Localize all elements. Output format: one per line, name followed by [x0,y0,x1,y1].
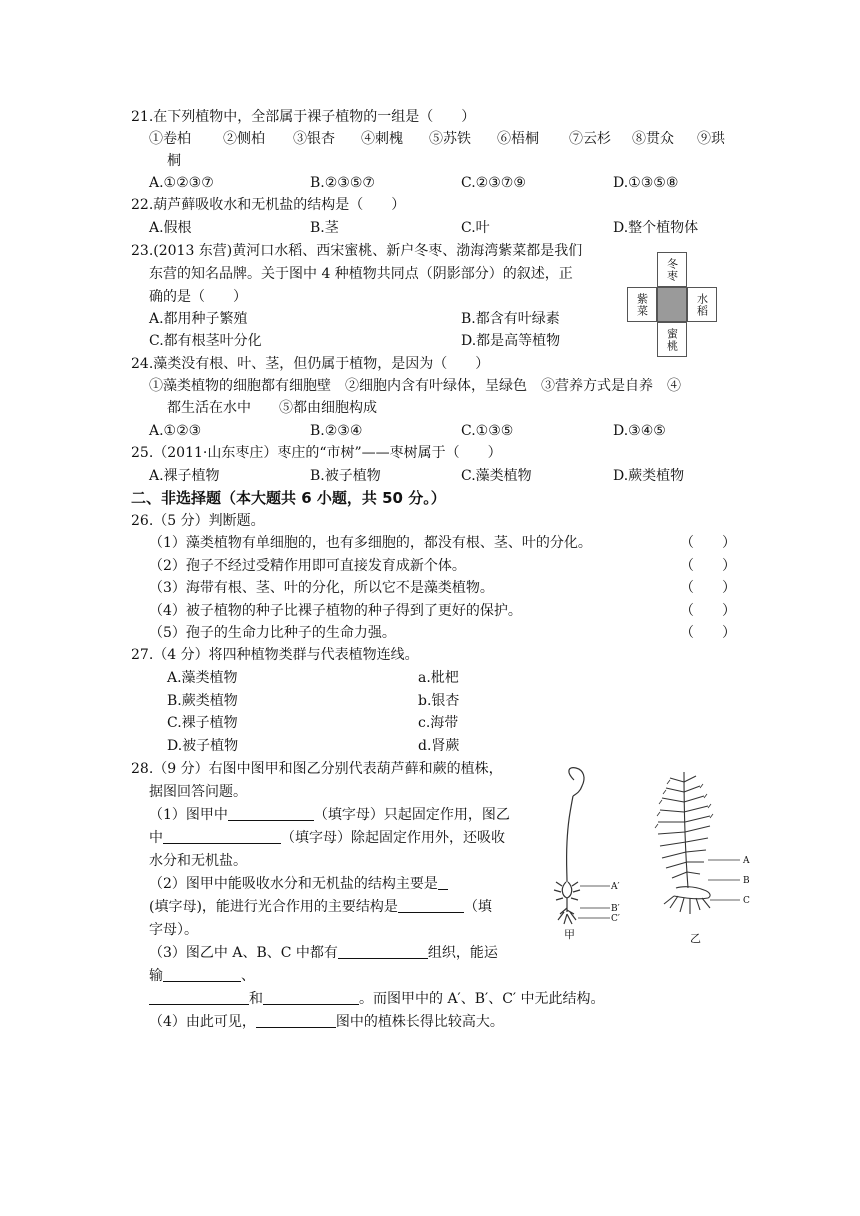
q28-text: （填 [463,899,492,915]
q28-part2-line1 [149,874,448,894]
q22-option-b[interactable]: B.茎 [310,220,339,236]
q23-stem-line: 东营的知名品牌。关于图中 4 种植物共同点（阴影部分）的叙述，正 [149,266,573,282]
q21-item: ⑦云杉 [569,131,611,147]
diagram-cell-right [687,287,717,322]
q28-part2-line2 [149,897,492,917]
q27-right-item[interactable]: b.银杏 [418,693,460,709]
q23-stem-line: 23.(2013 东营)黄河口水稻、西宋蜜桃、新户冬枣、渤海湾紫菜都是我们 [131,243,583,259]
q24-option-b[interactable]: B.②③④ [310,423,363,439]
q28-text: （填字母）只起固定作用，图乙 [313,807,510,823]
q25-option-d[interactable]: D.蕨类植物 [613,468,685,484]
q21-option-d[interactable]: D.①③⑤⑧ [613,175,679,191]
q26-statement: （5）孢子的生命力比种子的生命力强。 [149,625,396,641]
answer-blank[interactable] [256,1012,336,1028]
q23-option-b[interactable]: B.都含有叶绿素 [461,311,560,327]
moss-label-b: B′ [611,904,620,914]
fern-roots [664,896,710,914]
moss-rhizoids [558,908,576,924]
fern-label-c: C [743,896,750,906]
diagram-cell-bottom [657,322,687,357]
q26-answer-paren[interactable]: （ ） [680,558,736,574]
q24-option-d[interactable]: D.③④⑤ [613,423,666,439]
q21-item: ⑧贯众 [632,131,674,147]
q25-option-c[interactable]: C.藻类植物 [461,468,532,484]
q28-text: 、 [241,968,255,984]
diagram-label-left: 紫菜 [635,292,649,317]
q27-right-item[interactable]: c.海带 [418,715,459,731]
q28-text: （2）图甲中能吸收水分和无机盐的结构主要是 [149,876,438,892]
q26-statement: （2）孢子不经过受精作用即可直接发育成新个体。 [149,558,466,574]
q28-text: 。而图甲中的 A′、B′、C′ 中无此结构。 [359,991,605,1007]
fern-rhizome [674,887,710,899]
q27-left-item[interactable]: A.藻类植物 [167,670,238,686]
q28-stem-line: 28.（9 分）右图中图甲和图乙分别代表葫芦藓和蕨的植株， [131,761,503,777]
moss-label-c: C′ [611,914,620,924]
q23-stem-line: 确的是（ ） [149,289,247,305]
diagram-cell-left [627,287,657,322]
q21-item: ⑤苏铁 [429,131,471,147]
q24-option-a[interactable]: A.①②③ [149,423,202,439]
q28-stem-line: 据图回答问题。 [149,784,247,800]
figure-label-yi: 乙 [690,932,701,945]
q23-option-d[interactable]: D.都是高等植物 [461,333,561,349]
q22-option-c[interactable]: C.叶 [461,220,490,236]
q22-stem: 22.葫芦藓吸收水和无机盐的结构是（ ） [131,197,406,213]
answer-blank[interactable] [163,828,281,844]
q21-item: ⑨珙 [697,131,725,147]
q21-item: ②侧柏 [223,131,265,147]
q28-text: 图中的植株长得比较高大。 [335,1014,504,1030]
q26-answer-paren[interactable]: （ ） [680,603,736,619]
q21-option-b[interactable]: B.②③⑤⑦ [310,175,375,191]
answer-blank[interactable] [228,805,314,821]
answer-blank[interactable] [398,897,464,913]
q28-text: （3）图乙中 A、B、C 中都有 [149,945,338,961]
answer-blank[interactable] [438,874,448,890]
moss-label-a: A′ [611,882,620,892]
q28-text: (填字母)，能进行光合作用的主要结构是 [149,899,398,915]
fern-plant-figure [640,768,775,948]
q26-answer-paren[interactable]: （ ） [680,625,736,641]
q26-statement: （4）被子植物的种子比裸子植物的种子得到了更好的保护。 [149,603,522,619]
q28-text: （1）图甲中 [149,807,228,823]
q27-right-item[interactable]: a.枇杷 [418,670,459,686]
diagram-cell-top [657,252,687,287]
q28-part3-line3 [149,989,605,1009]
q27-right-item[interactable]: d.肾蕨 [418,738,460,754]
section-title: 二、非选择题（本大题共 6 小题，共 50 分。） [131,489,446,507]
answer-blank[interactable] [163,966,241,982]
q28-text: 输 [149,968,163,984]
q28-text: 中 [149,830,163,846]
q28-part3-line1 [149,943,498,963]
q26-statement: （1）藻类植物有单细胞的，也有多细胞的，都没有根、茎、叶的分化。 [149,535,592,551]
q21-item: ⑥梧桐 [497,131,539,147]
q27-left-item[interactable]: D.被子植物 [167,738,239,754]
q27-left-item[interactable]: B.蕨类植物 [167,693,238,709]
fern-frond-rachis [684,772,688,888]
q21-item: ④刺槐 [361,131,403,147]
q21-item: ①卷柏 [149,131,191,147]
diagram-label-right: 水稻 [695,292,709,317]
q28-text: （4）由此可见， [149,1014,256,1030]
diagram-cell-center-shaded [657,287,687,322]
fern-label-b: B [743,876,750,886]
answer-blank[interactable] [263,989,359,1005]
diagram-label-top: 冬枣 [665,257,679,282]
q24-reason-line: 都生活在水中 ⑤都由细胞构成 [167,400,377,416]
answer-blank[interactable] [149,989,249,1005]
q23-option-a[interactable]: A.都用种子繁殖 [149,311,248,327]
q22-option-a[interactable]: A.假根 [149,220,192,236]
q21-item-wrap: 桐 [167,153,181,169]
moss-plant-figure [540,762,620,942]
q28-text: 组织，能运 [427,945,498,961]
q26-answer-paren[interactable]: （ ） [680,580,736,596]
q25-stem: 25.（2011·山东枣庄）枣庄的“市树”——枣树属于（ ） [131,445,502,461]
answer-blank[interactable] [338,943,428,959]
diagram-label-bottom: 蜜桃 [665,327,679,352]
q28-part2-line3: 字母）。 [149,922,198,938]
q26-stem: 26.（5 分）判断题。 [131,513,265,529]
q26-answer-paren[interactable]: （ ） [680,535,736,551]
q25-option-a[interactable]: A.裸子植物 [149,468,220,484]
q27-left-item[interactable]: C.裸子植物 [167,715,238,731]
q28-part1-line3: 水分和无机盐。 [149,853,247,869]
plant-cross-diagram [627,252,717,357]
q21-option-c[interactable]: C.②③⑦⑨ [461,175,526,191]
q28-text: 和 [249,991,263,1007]
q21-item: ③银杏 [293,131,335,147]
fern-label-a: A [743,856,750,866]
moss-stalk [567,796,573,882]
q24-stem: 24.藻类没有根、叶、茎，但仍属于植物，是因为（ ） [131,356,490,372]
q23-option-c[interactable]: C.都有根茎叶分化 [149,333,262,349]
figure-label-jia: 甲 [564,928,575,941]
q28-part1-line1 [149,805,510,825]
q28-part4-line [149,1012,504,1032]
q28-text: （填字母）除起固定作用外，还吸收 [281,830,505,846]
q25-option-b[interactable]: B.被子植物 [310,468,381,484]
q21-stem: 21.在下列植物中，全部属于裸子植物的一组是（ ） [131,109,476,125]
q28-part1-line2 [149,828,505,848]
q21-option-a[interactable]: A.①②③⑦ [149,175,214,191]
q27-stem: 27.（4 分）将四种植物类群与代表植物连线。 [131,647,419,663]
q26-statement: （3）海带有根、茎、叶的分化，所以它不是藻类植物。 [149,580,494,596]
q28-part3-line2 [149,966,255,986]
q24-option-c[interactable]: C.①③⑤ [461,423,514,439]
q24-reason-line: ①藻类植物的细胞都有细胞壁 ②细胞内含有叶绿体，呈绿色 ③营养方式是自养 ④ [149,378,681,394]
q22-option-d[interactable]: D.整个植物体 [613,220,699,236]
moss-capsule [569,768,584,796]
